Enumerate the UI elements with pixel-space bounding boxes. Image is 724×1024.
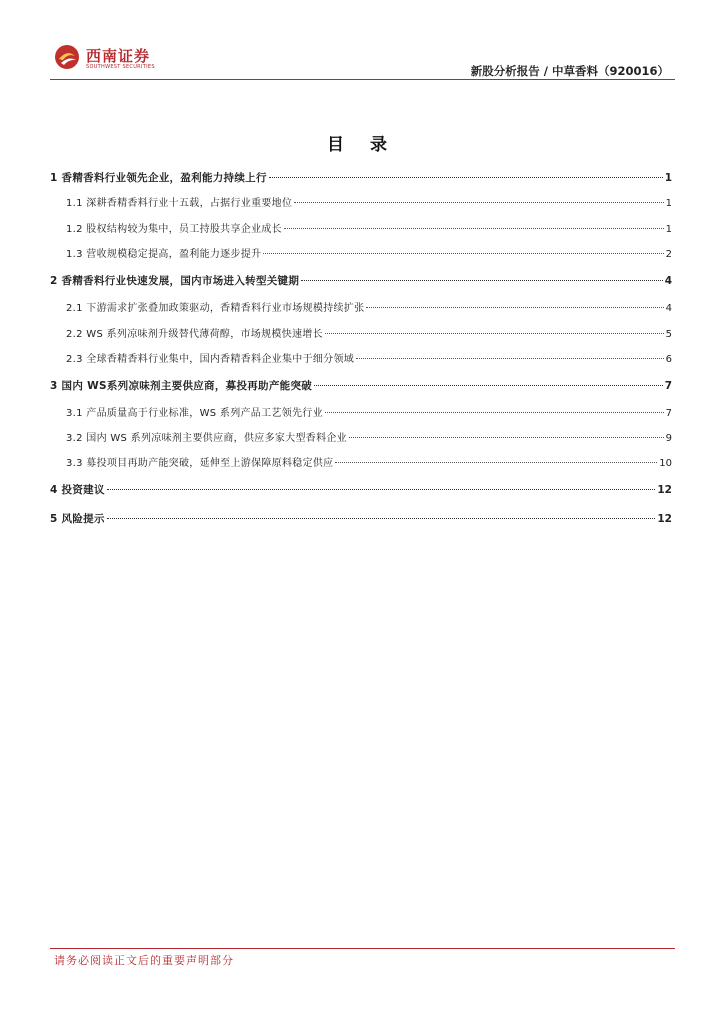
toc-leader-dots bbox=[284, 228, 664, 229]
toc-page-number: 2 bbox=[665, 249, 672, 260]
toc-page-number: 12 bbox=[657, 513, 672, 525]
toc-subsection-link[interactable] bbox=[50, 350, 672, 368]
toc-page-number: 7 bbox=[664, 380, 672, 392]
toc-entry-label: 1.3 营收规模稳定提高，盈利能力逐步提升 bbox=[66, 249, 262, 260]
toc-leader-dots bbox=[107, 518, 656, 519]
toc-page-number: 5 bbox=[665, 329, 672, 340]
toc-entry-label: 5 风险提示 bbox=[50, 513, 105, 525]
toc-page-number: 4 bbox=[664, 275, 672, 287]
toc-entry-label: 3.1 产品质量高于行业标准，WS 系列产品工艺领先行业 bbox=[66, 408, 323, 419]
toc-page-number: 6 bbox=[665, 354, 672, 365]
toc-section-link[interactable] bbox=[50, 273, 672, 291]
toc-entry-label: 3 国内 WS系列凉味剂主要供应商，募投再助产能突破 bbox=[50, 380, 313, 392]
toc-section-link[interactable] bbox=[50, 511, 672, 529]
toc-entry-label: 4 投资建议 bbox=[50, 484, 105, 496]
toc-leader-dots bbox=[294, 202, 663, 203]
toc-section-link[interactable] bbox=[50, 170, 672, 188]
toc-section-link[interactable] bbox=[50, 378, 672, 396]
toc-leader-dots bbox=[335, 462, 657, 463]
toc-page-number: 12 bbox=[657, 484, 672, 496]
toc-section-link[interactable] bbox=[50, 482, 672, 500]
toc-leader-dots bbox=[314, 385, 663, 386]
page-header bbox=[0, 0, 724, 82]
toc-leader-dots bbox=[269, 177, 663, 178]
toc-page-number: 4 bbox=[665, 303, 672, 314]
company-logo bbox=[54, 44, 174, 74]
header-divider bbox=[50, 79, 675, 80]
toc-leader-dots bbox=[325, 333, 664, 334]
toc-entry-label: 2 香精香料行业快速发展，国内市场进入转型关键期 bbox=[50, 275, 300, 287]
toc-entry-label: 3.3 募投项目再助产能突破，延伸至上游保障原料稳定供应 bbox=[66, 458, 334, 469]
logo-name-en: SOUTHWEST SECURITIES bbox=[86, 64, 155, 70]
toc-entry-label: 1.1 深耕香精香料行业十五载，占据行业重要地位 bbox=[66, 198, 293, 209]
toc-entry-label: 2.3 全球香精香料行业集中，国内香精香料企业集中于细分领域 bbox=[66, 354, 355, 365]
footer-divider bbox=[50, 948, 675, 949]
report-title: 新股分析报告 / 中草香料（920016） bbox=[470, 64, 669, 78]
toc-page-number: 1 bbox=[665, 224, 672, 235]
logo-name-cn: 西南证券 bbox=[86, 47, 151, 65]
toc-leader-dots bbox=[366, 307, 663, 308]
toc-entry-label: 1.2 股权结构较为集中，员工持股共享企业成长 bbox=[66, 224, 282, 235]
logo-emblem-icon bbox=[54, 44, 80, 70]
toc-page-number: 1 bbox=[664, 172, 672, 184]
toc-heading: 目 录 bbox=[327, 135, 397, 155]
toc-leader-dots bbox=[301, 280, 663, 281]
toc-page-number: 10 bbox=[659, 458, 672, 469]
toc-subsection-link[interactable] bbox=[50, 220, 672, 238]
toc-subsection-link[interactable] bbox=[50, 245, 672, 263]
toc-leader-dots bbox=[349, 437, 664, 438]
toc-leader-dots bbox=[107, 489, 656, 490]
toc-subsection-link[interactable] bbox=[50, 454, 672, 472]
footer-notice: 请务必阅读正文后的重要声明部分 bbox=[54, 954, 234, 967]
toc-leader-dots bbox=[325, 412, 664, 413]
toc-subsection-link[interactable] bbox=[50, 299, 672, 317]
toc-page-number: 7 bbox=[665, 408, 672, 419]
toc-entry-label: 3.2 国内 WS 系列凉味剂主要供应商，供应多家大型香料企业 bbox=[66, 433, 347, 444]
toc-entry-label: 1 香精香料行业领先企业，盈利能力持续上行 bbox=[50, 172, 267, 184]
toc-entry-label: 2.1 下游需求扩张叠加政策驱动，香精香料行业市场规模持续扩张 bbox=[66, 303, 365, 314]
toc-subsection-link[interactable] bbox=[50, 325, 672, 343]
toc-page-number: 9 bbox=[665, 433, 672, 444]
toc-subsection-link[interactable] bbox=[50, 404, 672, 422]
toc-leader-dots bbox=[263, 253, 663, 254]
toc-subsection-link[interactable] bbox=[50, 429, 672, 447]
toc-leader-dots bbox=[356, 358, 664, 359]
toc-subsection-link[interactable] bbox=[50, 194, 672, 212]
toc-page-number: 1 bbox=[665, 198, 672, 209]
toc-entry-label: 2.2 WS 系列凉味剂升级替代薄荷醇，市场规模快速增长 bbox=[66, 329, 323, 340]
